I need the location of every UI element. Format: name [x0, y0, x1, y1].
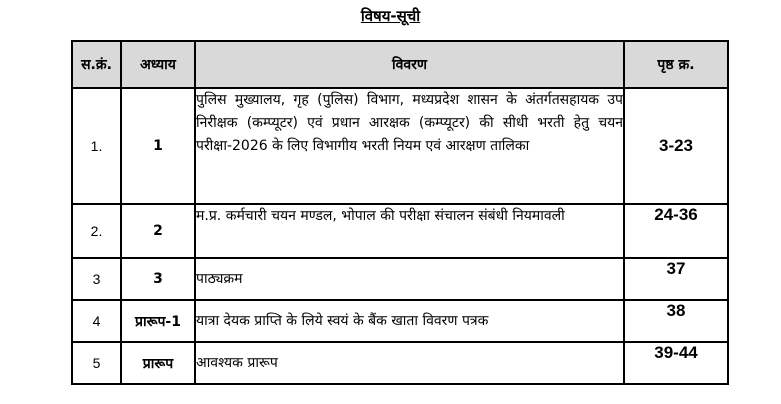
row-page: 37 [624, 258, 728, 300]
page-title: विषय-सूची [360, 7, 421, 25]
row-chapter: प्रारूप [121, 342, 195, 384]
table-row [72, 300, 728, 342]
row-description: म.प्र. कर्मचारी चयन मण्डल, भोपाल की परीक्षा संचालन संबंधी नियमावली [195, 204, 624, 258]
row-page: 3-23 [624, 88, 728, 204]
header-description: विवरण [195, 41, 624, 88]
table-row [72, 88, 728, 204]
header-serial: स.क्रं. [72, 41, 121, 88]
row-serial: 2. [72, 204, 121, 258]
row-chapter: 1 [121, 88, 195, 204]
row-chapter: 2 [121, 204, 195, 258]
row-description: पाठ्यक्रम [195, 258, 624, 300]
row-serial: 4 [72, 300, 121, 342]
table-row [72, 258, 728, 300]
row-page: 24-36 [624, 204, 728, 258]
row-serial: 5 [72, 342, 121, 384]
row-page: 38 [624, 300, 728, 342]
row-description: आवश्यक प्रारूप [195, 342, 624, 384]
header-chapter: अध्याय [121, 41, 195, 88]
row-chapter: प्रारूप-1 [121, 300, 195, 342]
row-description: पुलिस मुख्यालय, गृह (पुलिस) विभाग, मध्यप्रदेश शासन के अंतर्गतसहायक उप निरीक्षक (कम्प्यूटर) एवं प्रधान आरक्षक (कम्प्यूटर) की सीधी भरती हेतु चयन परीक्षा-2026 के लिए विभागीय भरती नियम एवं आरक्षण तालिका [195, 88, 624, 204]
table-row [72, 342, 728, 384]
row-page: 39-44 [624, 342, 728, 384]
table-row [72, 204, 728, 258]
contents-table [71, 40, 729, 385]
row-serial: 1. [72, 88, 121, 204]
header-page: पृष्ठ क्र. [624, 41, 728, 88]
row-chapter: 3 [121, 258, 195, 300]
row-description: यात्रा देयक प्राप्ति के लिये स्वयं के बैंक खाता विवरण पत्रक [195, 300, 624, 342]
row-serial: 3 [72, 258, 121, 300]
header-row [72, 41, 728, 88]
